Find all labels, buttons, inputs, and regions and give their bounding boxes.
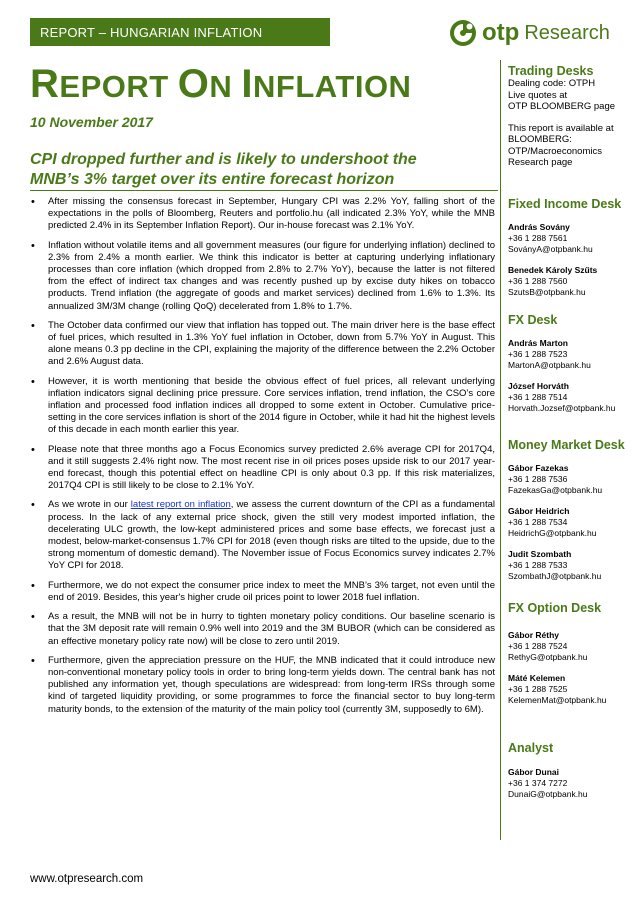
latest-report-link[interactable]: latest report on inflation bbox=[130, 499, 231, 511]
bullet-paragraph: • Please note that three months ago a Focus Economics survey predicted 2.6% average CPI for 2017Q4, and it still suggests 2.4% right now. The most recent rise in oil prices poses upside risk to our 2017 year-end forecast, though this potential effect on headline CPI is only about 0.3 pp. If this risk materializes, 2017Q4 CPI is still likely to be close to 2.1% YoY. bbox=[30, 444, 495, 493]
contact-phone: +36 1 288 7525 bbox=[508, 684, 568, 694]
report-type-banner bbox=[30, 18, 330, 46]
contact-email[interactable]: HeidrichG@otpbank.hu bbox=[508, 528, 597, 538]
otp-logo-icon bbox=[448, 18, 478, 48]
contact-email[interactable]: RethyG@otpbank.hu bbox=[508, 652, 588, 662]
contact-phone: +36 1 288 7561 bbox=[508, 233, 568, 243]
banner-text: REPORT – HUNGARIAN INFLATION bbox=[40, 25, 263, 40]
contact-card bbox=[508, 463, 636, 496]
contact-name: András Sovány bbox=[508, 222, 570, 232]
availability-line: OTP/Macroeconomics bbox=[508, 145, 602, 157]
trading-desks-heading: Trading Desks bbox=[508, 64, 594, 78]
contact-email[interactable]: SzombathJ@otpbank.hu bbox=[508, 571, 602, 581]
money-market-heading: Money Market Desk bbox=[508, 438, 625, 452]
fx-desk-contacts bbox=[508, 338, 636, 424]
trading-line: Dealing code: OTPH bbox=[508, 78, 596, 89]
bullet-paragraph bbox=[30, 499, 495, 572]
bullet-paragraph: • However, it is worth mentioning that beside the obvious effect of fuel prices, all relevant underlying inflation indicators signal declining price pressure. Core services inflation, trend inflation, the CSO’s core inflation and processed food inflation indices all dropped to some extent in October. Cumulative price-setting in the core services inflation is short of the 2014 figure in October, while it had hit the highest levels of this decade in each month earlier this year. bbox=[30, 376, 495, 437]
contact-name: András Marton bbox=[508, 338, 568, 348]
contact-phone: +36 1 288 7514 bbox=[508, 392, 568, 402]
analyst-heading: Analyst bbox=[508, 741, 554, 755]
analyst-contacts bbox=[508, 767, 636, 810]
fx-desk-heading: FX Desk bbox=[508, 313, 558, 327]
contact-phone: +36 1 288 7536 bbox=[508, 474, 568, 484]
contact-name: Gábor Réthy bbox=[508, 630, 560, 640]
contact-card bbox=[508, 381, 636, 414]
fixed-income-contacts bbox=[508, 222, 636, 308]
sidebar-divider bbox=[500, 60, 501, 840]
contact-card bbox=[508, 673, 636, 706]
trading-line: Live quotes at bbox=[508, 89, 568, 101]
contact-card bbox=[508, 222, 636, 255]
fixed-income-heading: Fixed Income Desk bbox=[508, 197, 622, 211]
report-title bbox=[30, 62, 411, 107]
report-date: 10 November 2017 bbox=[30, 114, 153, 130]
availability-line: Research page bbox=[508, 157, 573, 168]
contact-phone: +36 1 288 7560 bbox=[508, 276, 568, 286]
bullet-paragraph: • As a result, the MNB will not be in hurry to tighten monetary policy conditions. Our baseline scenario is that the 3M deposit rate will remain 0.9% well into 2019 and the 3M BUBOR (which can be considered as an effective monetary policy rate now) will be close to zero until 2019. bbox=[30, 611, 495, 648]
trading-line: OTP BLOOMBERG page bbox=[508, 101, 616, 112]
paragraph-text: , we assess the current downturn of the CPI as a fundamental process. In the lack of any external price shock, given the still very modest imported inflation, the decelerating ULC growth, the low-kept administered prices and some base effects, we forecast just a modest, below-market-consensus 1.7% CPI for 2018 (even though risks are tilted to the upside, due to the strong momentum of domestic demand). The November issue of Focus Economics survey indicates 2.7% YoY CPI for 2018. bbox=[48, 499, 495, 572]
contact-email[interactable]: MartonA@otpbank.hu bbox=[508, 360, 591, 370]
logo-suffix: Research bbox=[524, 21, 610, 44]
contact-email[interactable]: Horvath.Jozsef@otpbank.hu bbox=[508, 403, 616, 413]
bullet-paragraph: • The October data confirmed our view that inflation has topped out. The main driver here is the base effect of fuel prices, which resulted in 1.3% YoY fuel inflation in October, down from 5.7% YoY in August. This alone means 0.3 pp decline in the CPI, explaining the majority of the difference between the 2.2% October and 2.6% August data. bbox=[30, 320, 495, 369]
contact-email[interactable]: KelemenMat@otpbank.hu bbox=[508, 695, 607, 705]
contact-card bbox=[508, 630, 636, 663]
availability-line: BLOOMBERG: bbox=[508, 134, 572, 145]
contact-phone: +36 1 288 7534 bbox=[508, 517, 568, 527]
header-divider bbox=[30, 190, 498, 191]
otp-research-logo bbox=[448, 16, 610, 50]
report-bullet-list bbox=[30, 196, 495, 723]
contact-card bbox=[508, 506, 636, 539]
contact-name: Gábor Heidrich bbox=[508, 506, 570, 516]
contact-email[interactable]: SzutsB@otpbank.hu bbox=[508, 287, 586, 297]
bullet-paragraph: • After missing the consensus forecast in September, Hungary CPI was 2.2% YoY, falling short of the expectations in the polls of Bloomberg, Reuters and portfolio.hu (all indicated 2.3% YoY, while the MNB predicted 2.4% in its September Inflation Report). Our in-house forecast was 2.1% YoY. bbox=[30, 196, 495, 233]
bullet-paragraph: • Furthermore, given the appreciation pressure on the HUF, the MNB indicated that it could introduce new non-conventional monetary policy tools in order to bring long-term yields down. The central bank has not published any information yet, though speculations are widespread: from long-term IRSs through some kind of targeted liquidity providing, or some programmes to force the financial sector to buy long-term maturity bonds, to the extension of the maturity of the main policy tool (currently 3M, supposedly to 6M). bbox=[30, 655, 495, 716]
fx-option-heading: FX Option Desk bbox=[508, 601, 602, 615]
contact-name: Máté Kelemen bbox=[508, 673, 566, 683]
contact-email[interactable]: DunaiG@otpbank.hu bbox=[508, 789, 588, 799]
contact-phone: +36 1 374 7272 bbox=[508, 778, 568, 788]
availability-line: This report is available at bbox=[508, 122, 614, 134]
contact-name: Gábor Dunai bbox=[508, 767, 560, 777]
footer-url[interactable]: www.otpresearch.com bbox=[30, 873, 144, 885]
contact-phone: +36 1 288 7533 bbox=[508, 560, 568, 570]
paragraph-text: As we wrote in our bbox=[48, 499, 131, 511]
contact-card bbox=[508, 549, 636, 582]
money-market-contacts bbox=[508, 463, 636, 592]
bullet-paragraph: • Furthermore, we do not expect the consumer price index to meet the MNB’s 3% target, not even until the end of 2019. Besides, this year's higher crude oil prices point to lower 2018 fuel inflation. bbox=[30, 580, 495, 604]
contact-name: József Horváth bbox=[508, 381, 569, 391]
contact-name: Gábor Fazekas bbox=[508, 463, 569, 473]
contact-card bbox=[508, 338, 636, 371]
report-title-text: REPORT ON INFLATION bbox=[30, 62, 412, 106]
contact-card bbox=[508, 767, 636, 800]
report-subtitle: CPI dropped further and is likely to undershoot the MNB’s 3% target over its entire forecast horizon bbox=[30, 151, 417, 188]
fx-option-contacts bbox=[508, 630, 636, 716]
contact-phone: +36 1 288 7524 bbox=[508, 641, 568, 651]
trading-desks-block bbox=[508, 64, 636, 169]
bullet-paragraph: • Inflation without volatile items and all government measures (our figure for underlying inflation) declined to 2.3% from 2.4% a month earlier. We think this indicator is better at capturing underlying inflationary processes than core inflation (which dropped from 2.8% to 2.7% YoY), because the latter is not filtered from the effect of indirect tax changes and was recently pushed up by excise duty hikes on tobacco products. Trend inflation (the aggregate of goods and market services) declined from 1.6% to 1.3%. Its annualized 3M/3M change (rolling QoQ) decelerated from 1.8% to 1.7%. bbox=[30, 240, 495, 313]
contact-phone: +36 1 288 7523 bbox=[508, 349, 568, 359]
contact-name: Benedek Károly Szűts bbox=[508, 265, 598, 275]
contact-name: Judit Szombath bbox=[508, 549, 572, 559]
contact-card bbox=[508, 265, 636, 298]
logo-brand: otp bbox=[482, 19, 520, 46]
contact-email[interactable]: SoványA@otpbank.hu bbox=[508, 244, 593, 254]
contact-email[interactable]: FazekasGa@otpbank.hu bbox=[508, 485, 603, 495]
